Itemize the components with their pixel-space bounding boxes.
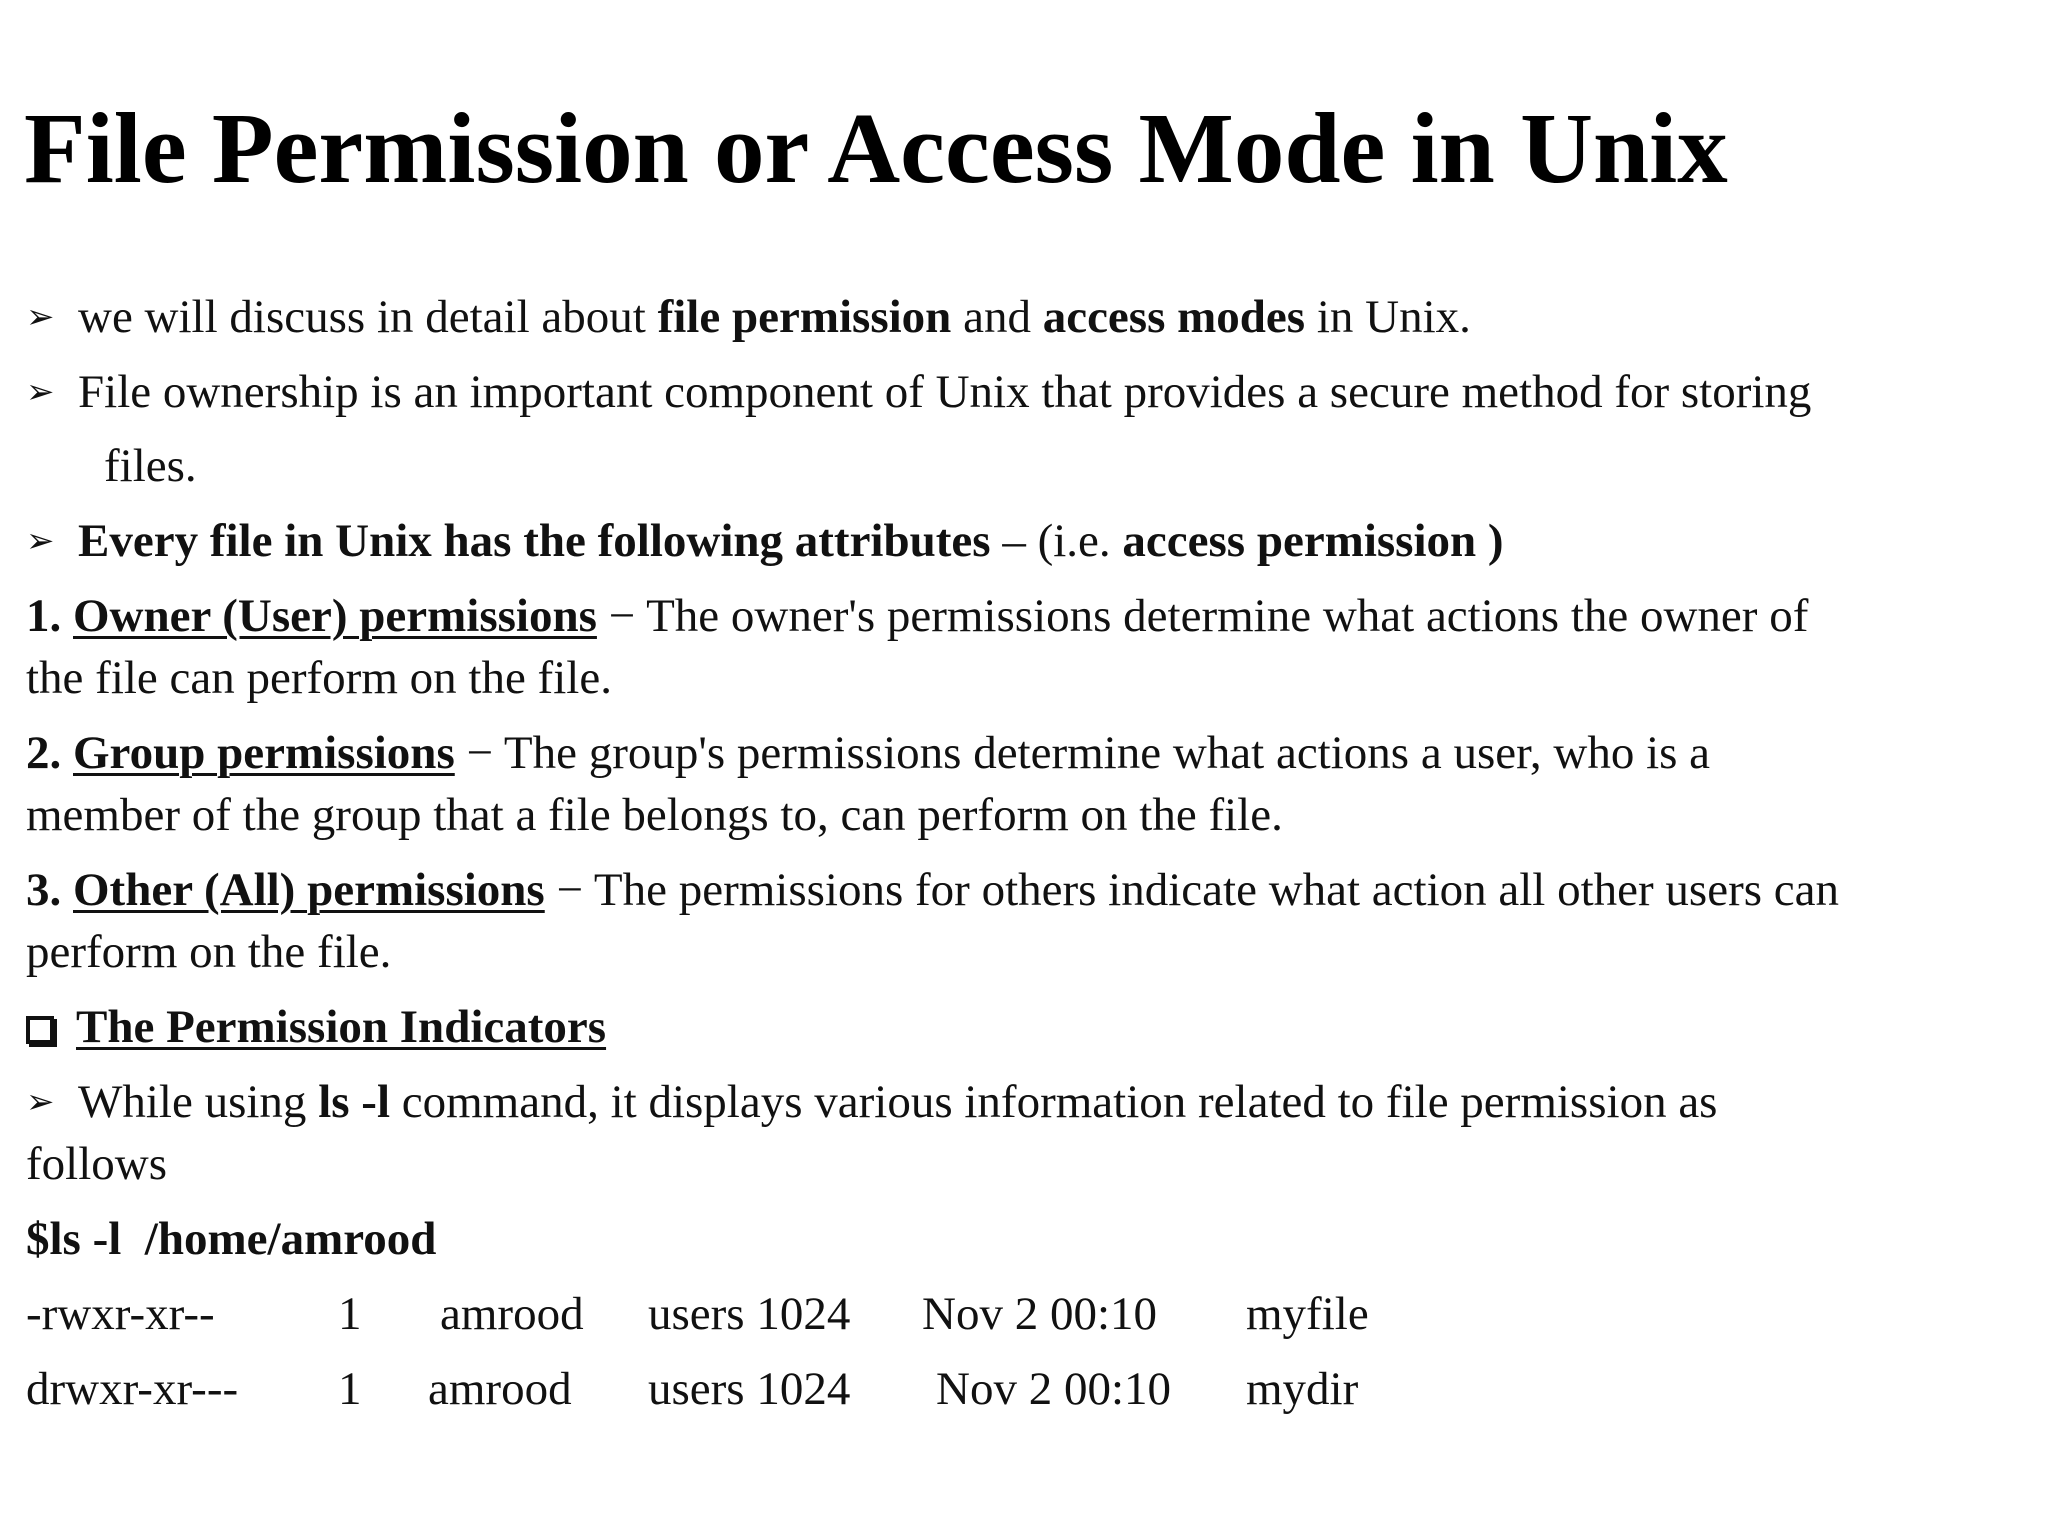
arrow-bullet-icon: ➢ bbox=[26, 372, 55, 412]
listing-group-size: users 1024 bbox=[648, 1288, 851, 1340]
page-title: File Permission or Access Mode in Unix bbox=[24, 92, 1728, 204]
listing-owner: amrood bbox=[428, 1363, 572, 1415]
bullet-ls-command: ➢ While using ls -l command, it displays various information related to file permission as bbox=[26, 1073, 1717, 1131]
other-permissions-label: Other (All) permissions bbox=[73, 864, 545, 916]
section-permission-indicators bbox=[26, 998, 606, 1056]
section-heading: The Permission Indicators bbox=[76, 1001, 607, 1053]
arrow-bullet-icon: ➢ bbox=[26, 297, 55, 337]
bullet-attributes: ➢ Every file in Unix has the following attributes – (i.e. access permission ) bbox=[26, 512, 1504, 570]
command-line: $ls -l /home/amrood bbox=[26, 1213, 437, 1265]
group-permissions-cont: member of the group that a file belongs to, can perform on the file. bbox=[26, 789, 1283, 841]
listing-links: 1 bbox=[338, 1363, 362, 1415]
listing-date: Nov 2 00:10 bbox=[922, 1288, 1157, 1340]
bullet-ownership: ➢ File ownership is an important component of Unix that provides a secure method for storing bbox=[26, 363, 1811, 421]
listing-name: myfile bbox=[1246, 1288, 1369, 1340]
owner-permissions-cont: the file can perform on the file. bbox=[26, 652, 612, 704]
bullet-intro: ➢ we will discuss in detail about file permission and access modes in Unix. bbox=[26, 288, 1471, 346]
arrow-bullet-icon: ➢ bbox=[26, 1082, 55, 1122]
listing-group-size: users 1024 bbox=[648, 1363, 851, 1415]
other-permissions-item: 3. Other (All) permissions − The permissions for others indicate what action all other users can bbox=[26, 864, 1840, 916]
listing-perms: -rwxr-xr-- bbox=[26, 1288, 215, 1340]
square-bullet-icon bbox=[26, 1016, 54, 1044]
owner-permissions-item: 1. Owner (User) permissions − The owner's permissions determine what actions the owner of bbox=[26, 590, 1809, 642]
group-permissions-label: Group permissions bbox=[73, 727, 455, 779]
listing-owner: amrood bbox=[440, 1288, 584, 1340]
bullet-ownership-cont: files. bbox=[104, 440, 197, 492]
listing-perms: drwxr-xr--- bbox=[26, 1363, 239, 1415]
arrow-bullet-icon: ➢ bbox=[26, 521, 55, 561]
other-permissions-cont: perform on the file. bbox=[26, 926, 392, 978]
owner-permissions-label: Owner (User) permissions bbox=[73, 590, 597, 642]
listing-name: mydir bbox=[1246, 1363, 1359, 1415]
listing-date: Nov 2 00:10 bbox=[936, 1363, 1171, 1415]
bullet-ls-command-cont: follows bbox=[26, 1138, 167, 1190]
group-permissions-item: 2. Group permissions − The group's permissions determine what actions a user, who is a bbox=[26, 727, 1711, 779]
listing-links: 1 bbox=[338, 1288, 362, 1340]
